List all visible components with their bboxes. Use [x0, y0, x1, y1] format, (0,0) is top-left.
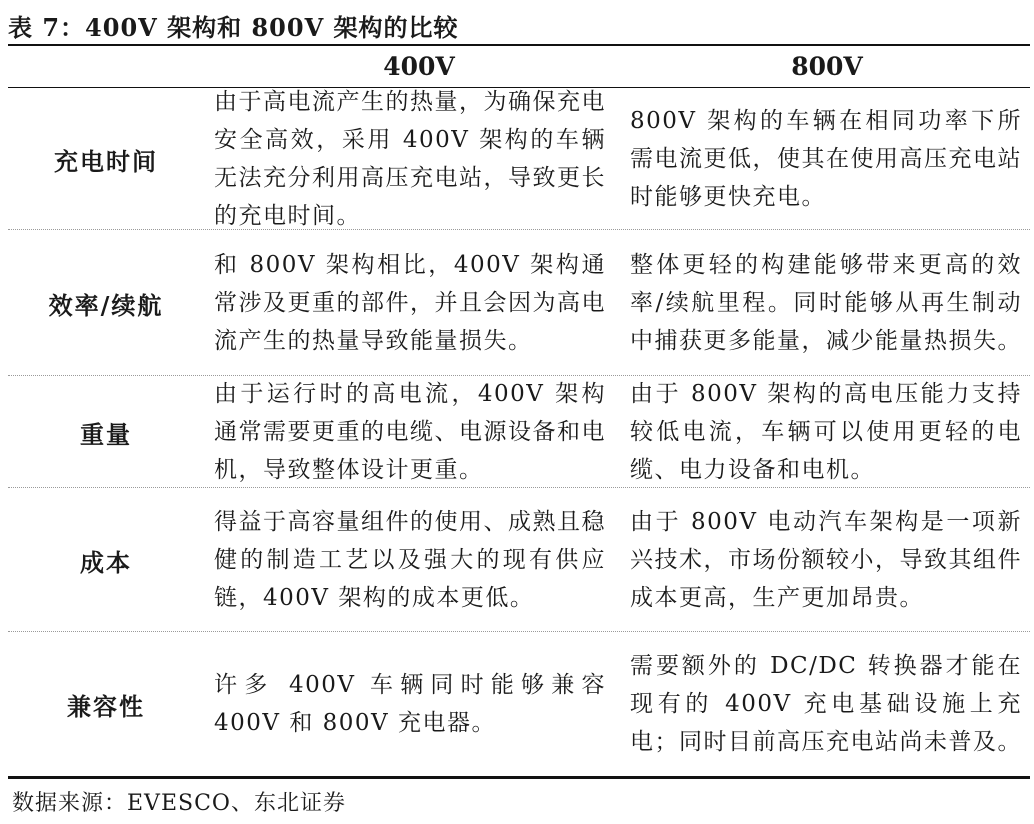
cell-800v-text: 由于 800V 电动汽车架构是一项新兴技术，市场份额较小，导致其组件成本更高，生产更加昂贵。 — [630, 509, 1022, 611]
cell-400v-text: 得益于高容量组件的使用、成熟且稳健的制造工艺以及强大的现有供应链，400V 架构的成本更低。 — [214, 509, 606, 611]
cell-400v — [214, 376, 606, 488]
cell-800v-text: 需要额外的 DC/DC 转换器才能在现有的 400V 充电基础设施上充电；同时目前高压充电站尚未普及。 — [630, 653, 1022, 755]
cell-400v — [214, 488, 606, 632]
cell-800v — [630, 230, 1022, 376]
cell-400v-text: 和 800V 架构相比，400V 架构通常涉及更重的部件，并且会因为高电流产生的热量导致能量损失。 — [214, 252, 606, 354]
top-rule — [8, 44, 1030, 46]
column-header-800v: 800V — [791, 52, 863, 81]
cell-800v — [630, 488, 1022, 632]
row-label: 效率/续航 — [48, 290, 164, 320]
cell-400v — [214, 88, 606, 230]
table-row-efficiency — [8, 230, 1030, 376]
table-row-compatibility — [8, 632, 1030, 776]
table-row-cost — [8, 488, 1030, 632]
table-title: 表 7：400V 架构和 800V 架构的比较 — [8, 13, 459, 42]
bottom-rule — [8, 776, 1030, 779]
cell-800v-text: 由于 800V 架构的高电压能力支持较低电流，车辆可以使用更轻的电缆、电力设备和电机。 — [630, 381, 1022, 483]
cell-800v — [630, 88, 1022, 230]
cell-800v — [630, 632, 1022, 776]
cell-400v — [214, 230, 606, 376]
row-label: 重量 — [80, 419, 132, 449]
cell-800v — [630, 376, 1022, 488]
cell-400v-text: 许多 400V 车辆同时能够兼容 400V 和 800V 充电器。 — [214, 672, 606, 736]
column-header-400v: 400V — [383, 52, 455, 81]
cell-400v — [214, 632, 606, 776]
cell-800v-text: 整体更轻的构建能够带来更高的效率/续航里程。同时能够从再生制动中捕获更多能量，减少能量热损失。 — [630, 252, 1022, 354]
table-row-weight — [8, 376, 1030, 488]
row-label: 充电时间 — [54, 146, 158, 176]
row-label: 兼容性 — [67, 691, 145, 721]
cell-800v-text: 800V 架构的车辆在相同功率下所需电流更低，使其在使用高压充电站时能够更快充电。 — [630, 108, 1022, 210]
cell-400v-text: 由于高电流产生的热量，为确保充电安全高效，采用 400V 架构的车辆无法充分利用高压充电站，导致更长的充电时间。 — [214, 89, 606, 229]
row-label: 成本 — [80, 547, 132, 577]
source-note: 数据来源：EVESCO、东北证券 — [12, 791, 346, 816]
cell-400v-text: 由于运行时的高电流，400V 架构通常需要更重的电缆、电源设备和电机，导致整体设计更重。 — [214, 381, 606, 483]
table-row-charging-time — [8, 88, 1030, 230]
